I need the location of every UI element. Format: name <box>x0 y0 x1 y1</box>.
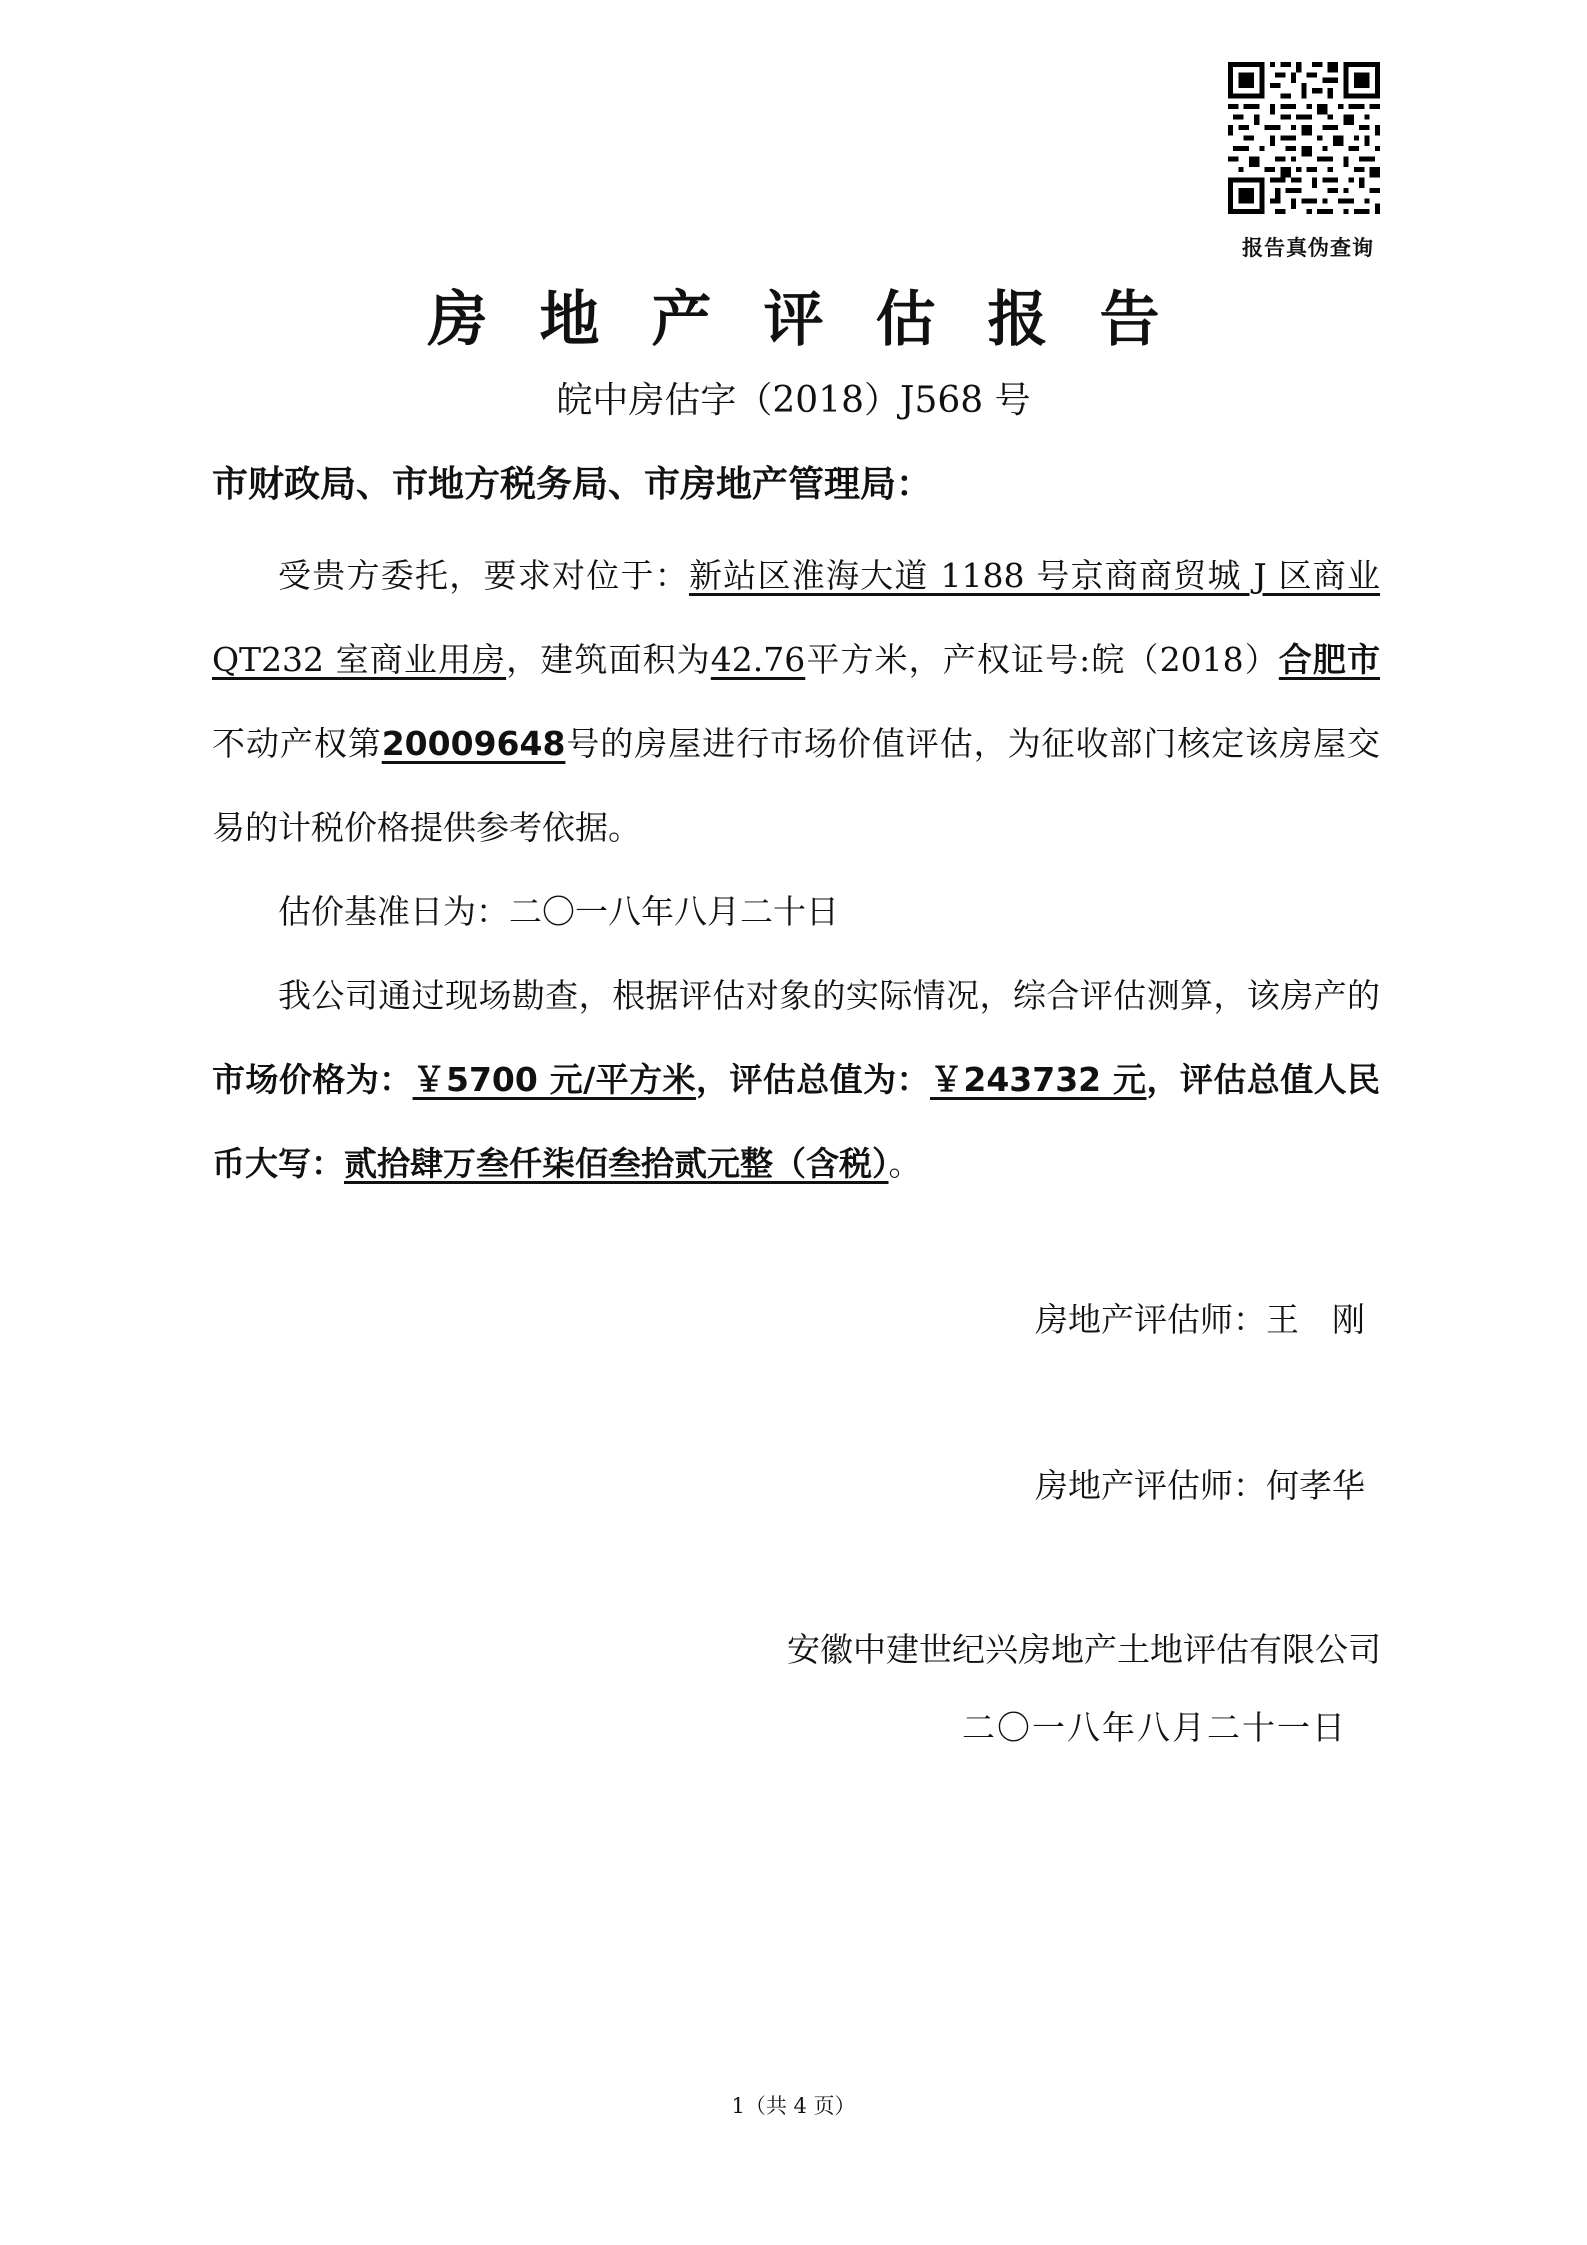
text-commission-intro: 受贵方委托，要求对位于： <box>278 556 690 595</box>
text-result-intro: 我公司通过现场勘查，根据评估对象的实际情况，综合评估测算，该房产的 <box>278 976 1380 1015</box>
text-cert-label: 平方米，产权证号:皖（2018） <box>805 640 1279 679</box>
building-area: 42.76 <box>710 640 806 679</box>
report-title: 房地产评估报告 <box>427 285 1212 355</box>
total-value: ￥243732 元 <box>929 1060 1147 1099</box>
addressee: 市财政局、市地方税务局、市房地产管理局： <box>212 464 933 505</box>
paragraph-result <box>212 954 1380 1206</box>
total-value-uppercase: 贰拾肆万叁仟柒佰叁拾贰元整（含税） <box>344 1144 889 1183</box>
qr-code-icon <box>1228 62 1380 214</box>
market-price: ￥5700 元/平方米 <box>412 1060 696 1099</box>
report-body <box>212 534 1380 1206</box>
label-total-value: 评估总值为： <box>729 1060 930 1099</box>
text-comma: ， <box>695 1060 730 1099</box>
text-period: 。 <box>888 1144 922 1183</box>
appraiser-signature-2: 房地产评估师：何孝华 <box>1035 1466 1365 1505</box>
company-name: 安徽中建世纪兴房地产土地评估有限公司 <box>787 1630 1381 1669</box>
text-area-label: ，建筑面积为 <box>506 640 711 679</box>
cert-city: 合肥市 <box>1278 640 1381 679</box>
cert-number: 20009648 <box>381 724 566 763</box>
text-comma-2: ， <box>1146 1060 1180 1099</box>
text-cert-mid: 不动产权第 <box>212 724 382 763</box>
property-address: 新站区淮海大道 1188 号京商商贸城 J 区商业 QT232 室商业用房 <box>212 556 1380 679</box>
document-number: 皖中房估字（2018）J568 号 <box>556 380 1031 421</box>
paragraph-commission <box>212 534 1380 870</box>
text-purpose: 号的房屋进行市场价值评估，为征收部门核定该房屋交易的计税价格提供参考依据。 <box>212 724 1381 847</box>
paragraph-valuation-date: 估价基准日为：二〇一八年八月二十日 <box>278 892 839 931</box>
page-number: 1（共 4 页） <box>731 2094 856 2118</box>
report-date: 二〇一八年八月二十一日 <box>962 1708 1347 1747</box>
label-total-uppercase: 评估总值人民币大写： <box>212 1060 1381 1183</box>
label-market-price: 市场价格为： <box>212 1060 413 1099</box>
appraiser-signature-1: 房地产评估师：王 刚 <box>1035 1300 1365 1339</box>
qr-caption: 报告真伪查询 <box>1242 236 1374 260</box>
